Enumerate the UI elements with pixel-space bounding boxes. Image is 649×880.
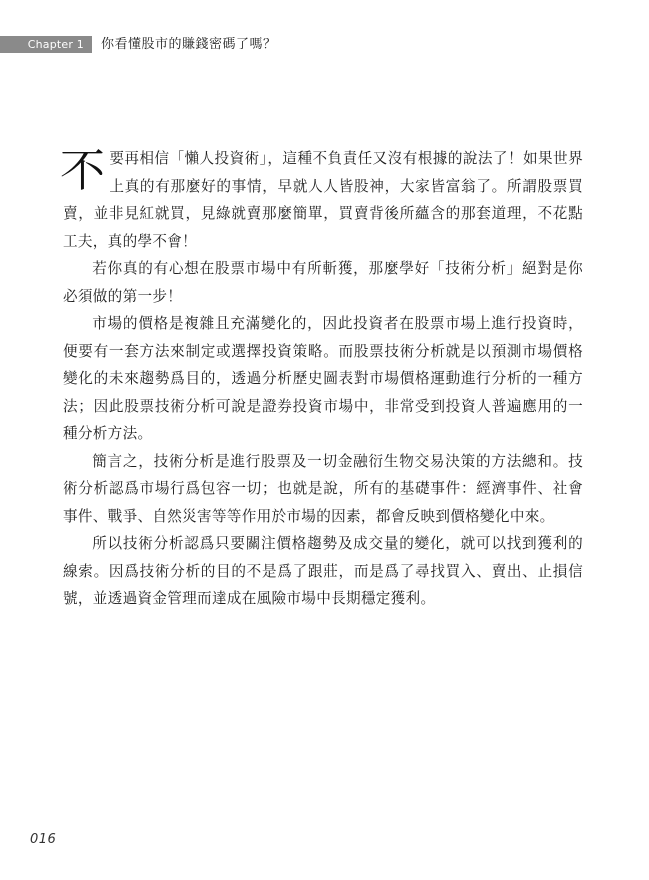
paragraph-5: 所以技術分析認爲只要關注價格趨勢及成交量的變化，就可以找到獲利的線索。因爲技術分析的目的不是爲了跟莊，而是爲了尋找買入、賣出、止損信號，並透過資金管理而達成在風險市場中長期穩定獲利。 (63, 535, 583, 607)
article-body (60, 144, 583, 613)
paragraph-4: 簡言之，技術分析是進行股票及一切金融衍生物交易決策的方法總和。技術分析認爲市場行爲包容一切；也就是說，所有的基礎事件：經濟事件、社會事件、戰爭、自然災害等等作用於市場的因素，都會反映到價格變化中來。 (63, 452, 583, 525)
paragraph-1-text: 要再相信「懶人投資術」，這種不負責任又沒有根據的說法了！如果世界上真的有那麼好的事情，早就人人皆股神，大家皆富翁了。所謂股票買賣，並非見紅就買，見綠就賣那麼簡單，買賣背後所蘊含的那套道理，不花點工夫，真的學不會！ (63, 150, 583, 250)
paragraph-2: 若你真的有心想在股票市場中有所斬獲，那麼學好「技術分析」絕對是你必須做的第一步！ (63, 260, 583, 305)
chapter-header (0, 36, 649, 53)
paragraph-1 (60, 144, 583, 255)
paragraph-3: 市場的價格是複雜且充滿變化的，因此投資者在股票市場上進行投資時，便要有一套方法來制定或選擇投資策略。而股票技術分析就是以預測市場價格變化的未來趨勢爲目的，透過分析歷史圖表對市場價格運動進行分析的一種方法；因此股票技術分析可說是證券投資市場中，非常受到投資人普遍應用的一種分析方法。 (63, 315, 583, 442)
page-number: 016 (30, 832, 57, 847)
chapter-label: Chapter 1 (0, 36, 92, 53)
chapter-title: 你看懂股市的賺錢密碼了嗎？ (101, 37, 277, 52)
drop-cap: 不 (60, 144, 106, 197)
